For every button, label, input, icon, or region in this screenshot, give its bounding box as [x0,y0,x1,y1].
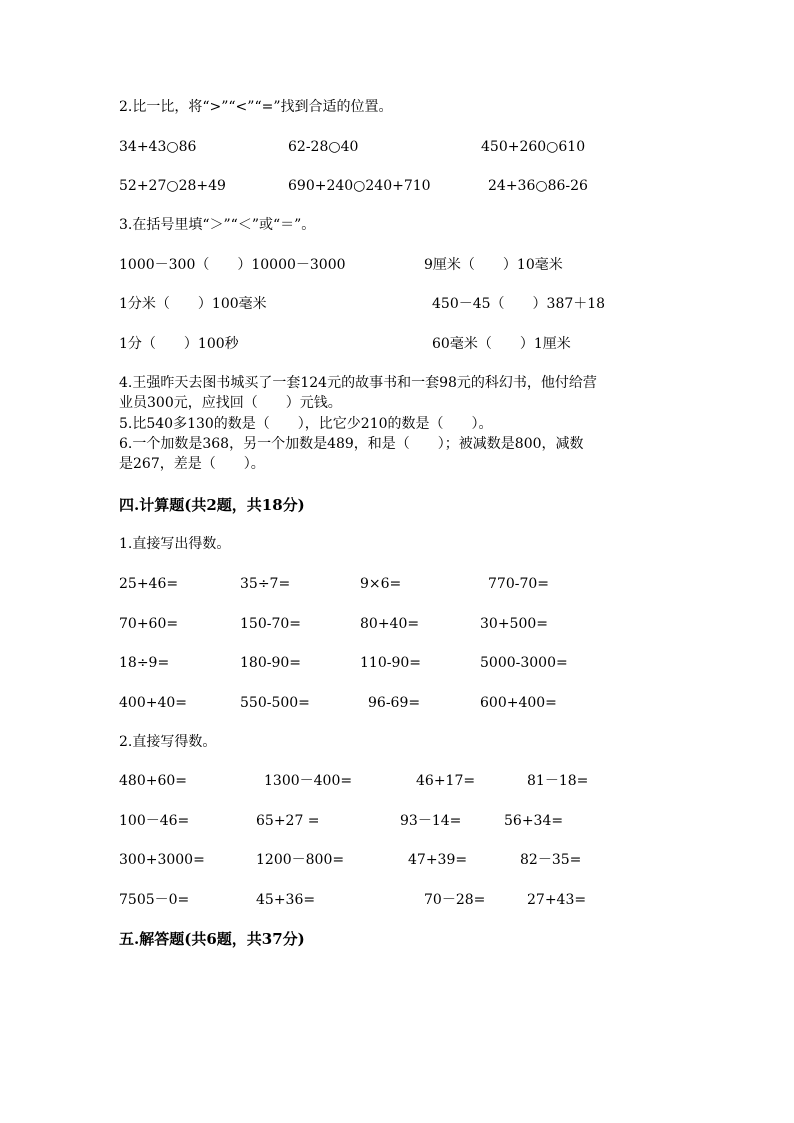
fill-item: 1分米（ ）100毫米 [119,296,267,312]
fill-item: 1分（ ）100秒 [119,336,239,352]
compare-item: 34+43○86 [119,139,197,155]
calc-item: 81－18= [527,773,589,789]
q5-text: 5.比540多130的数是（ ），比它少210的数是（ ）。 [119,416,493,432]
calc-item: 30+500= [480,616,548,632]
compare-item: 690+240○240+710 [288,178,431,194]
calc-item: 93－14= [400,813,462,829]
calc-item: 56+34= [504,813,564,829]
compare-item: 24+36○86-26 [488,178,588,194]
fill-item: 450－45（ ）387＋18 [432,296,606,312]
calc-item: 45+36= [256,892,316,908]
calc-item: 600+400= [480,695,557,711]
fill-item: 9厘米（ ）10毫米 [424,257,563,273]
q3-title: 3.在括号里填“＞”“＜”或“＝”。 [119,217,316,233]
s4-q2-title: 2.直接写得数。 [119,734,217,750]
calc-item: 400+40= [119,695,187,711]
calc-item: 27+43= [527,892,587,908]
calc-item: 70－28= [424,892,486,908]
calc-item: 25+46= [119,576,179,592]
calc-item: 96-69= [368,695,421,711]
calc-item: 46+17= [416,773,476,789]
calc-item: 770-70= [488,576,549,592]
section-4-heading: 四.计算题(共2题，共18分) [119,496,305,514]
calc-item: 1300－400= [264,773,353,789]
calc-item: 480+60= [119,773,187,789]
calc-item: 110-90= [360,655,421,671]
calc-item: 180-90= [240,655,301,671]
calc-item: 47+39= [408,852,468,868]
compare-item: 450+260○610 [481,139,586,155]
calc-item: 5000-3000= [480,655,568,671]
calc-item: 18÷9= [119,655,170,671]
q6-line1: 6.一个加数是368，另一个加数是489，和是（ ）；被减数是800，减数 [119,436,584,452]
calc-item: 1200－800= [256,852,345,868]
s4-q1-title: 1.直接写出得数。 [119,536,231,552]
calc-item: 70+60= [119,616,179,632]
calc-item: 9×6= [360,576,402,592]
calc-item: 65+27 = [256,813,320,829]
q4-line1: 4.王强昨天去图书城买了一套124元的故事书和一套98元的科幻书，他付给营 [119,375,597,391]
fill-item: 1000－300（ ）10000－3000 [119,257,346,273]
calc-item: 150-70= [240,616,301,632]
calc-item: 80+40= [360,616,420,632]
calc-item: 550-500= [240,695,310,711]
q4-line2: 业员300元，应找回（ ）元钱。 [119,395,342,411]
calc-item: 35÷7= [240,576,291,592]
calc-item: 7505－0= [119,892,190,908]
calc-item: 82－35= [520,852,582,868]
calc-item: 300+3000= [119,852,205,868]
section-5-heading: 五.解答题(共6题，共37分) [119,930,305,948]
q2-title: 2.比一比，将“>”“<”“=”找到合适的位置。 [119,99,393,115]
fill-item: 60毫米（ ）1厘米 [432,336,571,352]
calc-item: 100－46= [119,813,190,829]
compare-item: 62-28○40 [288,139,359,155]
q6-line2: 是267，差是（ ）。 [119,456,265,472]
compare-item: 52+27○28+49 [119,178,226,194]
